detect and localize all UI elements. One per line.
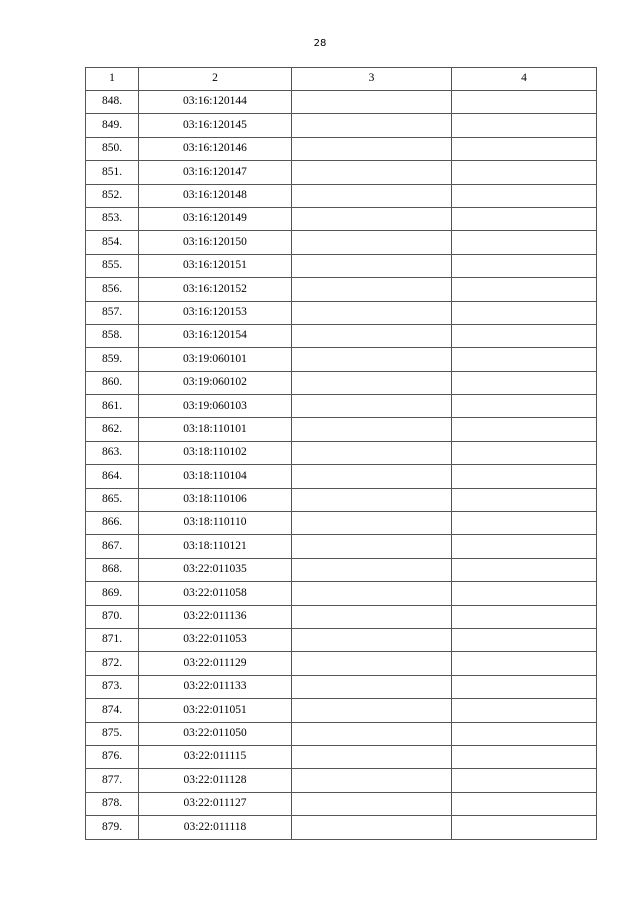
- column-4-cell: [452, 324, 597, 347]
- cadastral-number-cell: 03:22:011133: [139, 675, 292, 698]
- column-3-cell: [292, 558, 452, 581]
- cadastral-number-cell: 03:16:120144: [139, 91, 292, 114]
- row-number-cell: 856.: [86, 278, 139, 301]
- column-3-cell: [292, 207, 452, 230]
- row-number-cell: 852.: [86, 184, 139, 207]
- column-4-cell: [452, 348, 597, 371]
- table-row: [86, 558, 597, 581]
- table-row: [86, 582, 597, 605]
- cadastral-number-cell: 03:19:060102: [139, 371, 292, 394]
- row-number-cell: 850.: [86, 137, 139, 160]
- column-4-cell: [452, 535, 597, 558]
- column-3-cell: [292, 465, 452, 488]
- column-3-cell: [292, 605, 452, 628]
- cadastral-number-cell: 03:16:120145: [139, 114, 292, 137]
- cadastral-number-cell: 03:22:011127: [139, 792, 292, 815]
- cadastral-number-cell: 03:22:011128: [139, 769, 292, 792]
- table-row: [86, 324, 597, 347]
- table-row: [86, 512, 597, 535]
- column-3-cell: [292, 161, 452, 184]
- cadastral-number-cell: 03:16:120152: [139, 278, 292, 301]
- column-header: 4: [452, 68, 597, 91]
- row-number-cell: 877.: [86, 769, 139, 792]
- column-header: 3: [292, 68, 452, 91]
- column-3-cell: [292, 348, 452, 371]
- table-row: [86, 652, 597, 675]
- column-3-cell: [292, 278, 452, 301]
- column-4-cell: [452, 137, 597, 160]
- table-row: [86, 722, 597, 745]
- table-row: [86, 769, 597, 792]
- cadastral-number-cell: 03:16:120154: [139, 324, 292, 347]
- column-3-cell: [292, 254, 452, 277]
- row-number-cell: 855.: [86, 254, 139, 277]
- column-4-cell: [452, 441, 597, 464]
- row-number-cell: 863.: [86, 441, 139, 464]
- cadastral-number-cell: 03:22:011115: [139, 745, 292, 768]
- page-number: 28: [313, 38, 327, 49]
- cadastral-number-cell: 03:19:060101: [139, 348, 292, 371]
- column-3-cell: [292, 512, 452, 535]
- row-number-cell: 851.: [86, 161, 139, 184]
- row-number-cell: 857.: [86, 301, 139, 324]
- table-row: [86, 395, 597, 418]
- column-3-cell: [292, 301, 452, 324]
- column-4-cell: [452, 395, 597, 418]
- column-4-cell: [452, 278, 597, 301]
- column-3-cell: [292, 628, 452, 651]
- column-3-cell: [292, 91, 452, 114]
- cadastral-number-cell: 03:16:120147: [139, 161, 292, 184]
- table-row: [86, 535, 597, 558]
- cadastral-number-cell: 03:18:110110: [139, 512, 292, 535]
- row-number-cell: 875.: [86, 722, 139, 745]
- column-4-cell: [452, 722, 597, 745]
- column-4-cell: [452, 465, 597, 488]
- column-4-cell: [452, 161, 597, 184]
- cadastral-number-cell: 03:18:110101: [139, 418, 292, 441]
- column-3-cell: [292, 418, 452, 441]
- table-row: [86, 301, 597, 324]
- column-4-cell: [452, 114, 597, 137]
- table-row: [86, 114, 597, 137]
- column-3-cell: [292, 488, 452, 511]
- row-number-cell: 854.: [86, 231, 139, 254]
- cadastral-number-cell: 03:22:011058: [139, 582, 292, 605]
- table-header-row: [86, 68, 597, 91]
- column-3-cell: [292, 722, 452, 745]
- row-number-cell: 861.: [86, 395, 139, 418]
- cadastral-number-cell: 03:18:110102: [139, 441, 292, 464]
- table-row: [86, 792, 597, 815]
- table-row: [86, 91, 597, 114]
- table-row: [86, 254, 597, 277]
- table-row: [86, 231, 597, 254]
- row-number-cell: 858.: [86, 324, 139, 347]
- table-row: [86, 184, 597, 207]
- cadastral-number-cell: 03:16:120151: [139, 254, 292, 277]
- column-4-cell: [452, 652, 597, 675]
- row-number-cell: 873.: [86, 675, 139, 698]
- row-number-cell: 859.: [86, 348, 139, 371]
- column-4-cell: [452, 792, 597, 815]
- column-3-cell: [292, 324, 452, 347]
- cadastral-number-cell: 03:22:011118: [139, 816, 292, 839]
- table-row: [86, 371, 597, 394]
- row-number-cell: 867.: [86, 535, 139, 558]
- cadastral-number-cell: 03:18:110106: [139, 488, 292, 511]
- row-number-cell: 869.: [86, 582, 139, 605]
- table-row: [86, 418, 597, 441]
- table-row: [86, 745, 597, 768]
- table-row: [86, 137, 597, 160]
- column-4-cell: [452, 558, 597, 581]
- column-4-cell: [452, 488, 597, 511]
- cadastral-number-cell: 03:22:011050: [139, 722, 292, 745]
- row-number-cell: 853.: [86, 207, 139, 230]
- column-4-cell: [452, 301, 597, 324]
- column-4-cell: [452, 605, 597, 628]
- table-row: [86, 816, 597, 839]
- row-number-cell: 878.: [86, 792, 139, 815]
- table-row: [86, 699, 597, 722]
- column-4-cell: [452, 184, 597, 207]
- column-4-cell: [452, 254, 597, 277]
- row-number-cell: 870.: [86, 605, 139, 628]
- cadastral-number-cell: 03:18:110121: [139, 535, 292, 558]
- column-3-cell: [292, 652, 452, 675]
- row-number-cell: 868.: [86, 558, 139, 581]
- table-row: [86, 161, 597, 184]
- column-header: 2: [139, 68, 292, 91]
- row-number-cell: 871.: [86, 628, 139, 651]
- column-4-cell: [452, 207, 597, 230]
- column-4-cell: [452, 816, 597, 839]
- registry-table: [85, 67, 597, 840]
- column-3-cell: [292, 816, 452, 839]
- column-3-cell: [292, 114, 452, 137]
- column-4-cell: [452, 418, 597, 441]
- cadastral-number-cell: 03:16:120148: [139, 184, 292, 207]
- table-row: [86, 605, 597, 628]
- row-number-cell: 879.: [86, 816, 139, 839]
- column-3-cell: [292, 231, 452, 254]
- table-row: [86, 278, 597, 301]
- row-number-cell: 862.: [86, 418, 139, 441]
- column-3-cell: [292, 184, 452, 207]
- column-4-cell: [452, 91, 597, 114]
- cadastral-number-cell: 03:18:110104: [139, 465, 292, 488]
- column-3-cell: [292, 371, 452, 394]
- column-4-cell: [452, 628, 597, 651]
- cadastral-number-cell: 03:22:011129: [139, 652, 292, 675]
- column-4-cell: [452, 512, 597, 535]
- column-3-cell: [292, 395, 452, 418]
- table-row: [86, 488, 597, 511]
- table-body: [86, 91, 597, 840]
- cadastral-number-cell: 03:22:011136: [139, 605, 292, 628]
- cadastral-number-cell: 03:22:011051: [139, 699, 292, 722]
- row-number-cell: 872.: [86, 652, 139, 675]
- row-number-cell: 865.: [86, 488, 139, 511]
- column-4-cell: [452, 231, 597, 254]
- table-row: [86, 675, 597, 698]
- table-row: [86, 441, 597, 464]
- column-4-cell: [452, 582, 597, 605]
- cadastral-number-cell: 03:19:060103: [139, 395, 292, 418]
- column-3-cell: [292, 582, 452, 605]
- column-4-cell: [452, 769, 597, 792]
- row-number-cell: 876.: [86, 745, 139, 768]
- cadastral-number-cell: 03:16:120150: [139, 231, 292, 254]
- column-3-cell: [292, 699, 452, 722]
- column-4-cell: [452, 745, 597, 768]
- row-number-cell: 848.: [86, 91, 139, 114]
- column-3-cell: [292, 441, 452, 464]
- column-3-cell: [292, 745, 452, 768]
- row-number-cell: 849.: [86, 114, 139, 137]
- table-row: [86, 348, 597, 371]
- table-row: [86, 465, 597, 488]
- cadastral-number-cell: 03:16:120149: [139, 207, 292, 230]
- column-4-cell: [452, 371, 597, 394]
- column-4-cell: [452, 675, 597, 698]
- row-number-cell: 864.: [86, 465, 139, 488]
- cadastral-number-cell: 03:16:120153: [139, 301, 292, 324]
- row-number-cell: 860.: [86, 371, 139, 394]
- column-header: 1: [86, 68, 139, 91]
- cadastral-number-cell: 03:16:120146: [139, 137, 292, 160]
- table-row: [86, 628, 597, 651]
- table-row: [86, 207, 597, 230]
- column-3-cell: [292, 675, 452, 698]
- row-number-cell: 874.: [86, 699, 139, 722]
- cadastral-number-cell: 03:22:011053: [139, 628, 292, 651]
- column-3-cell: [292, 535, 452, 558]
- column-3-cell: [292, 769, 452, 792]
- row-number-cell: 866.: [86, 512, 139, 535]
- cadastral-number-cell: 03:22:011035: [139, 558, 292, 581]
- column-4-cell: [452, 699, 597, 722]
- column-3-cell: [292, 792, 452, 815]
- column-3-cell: [292, 137, 452, 160]
